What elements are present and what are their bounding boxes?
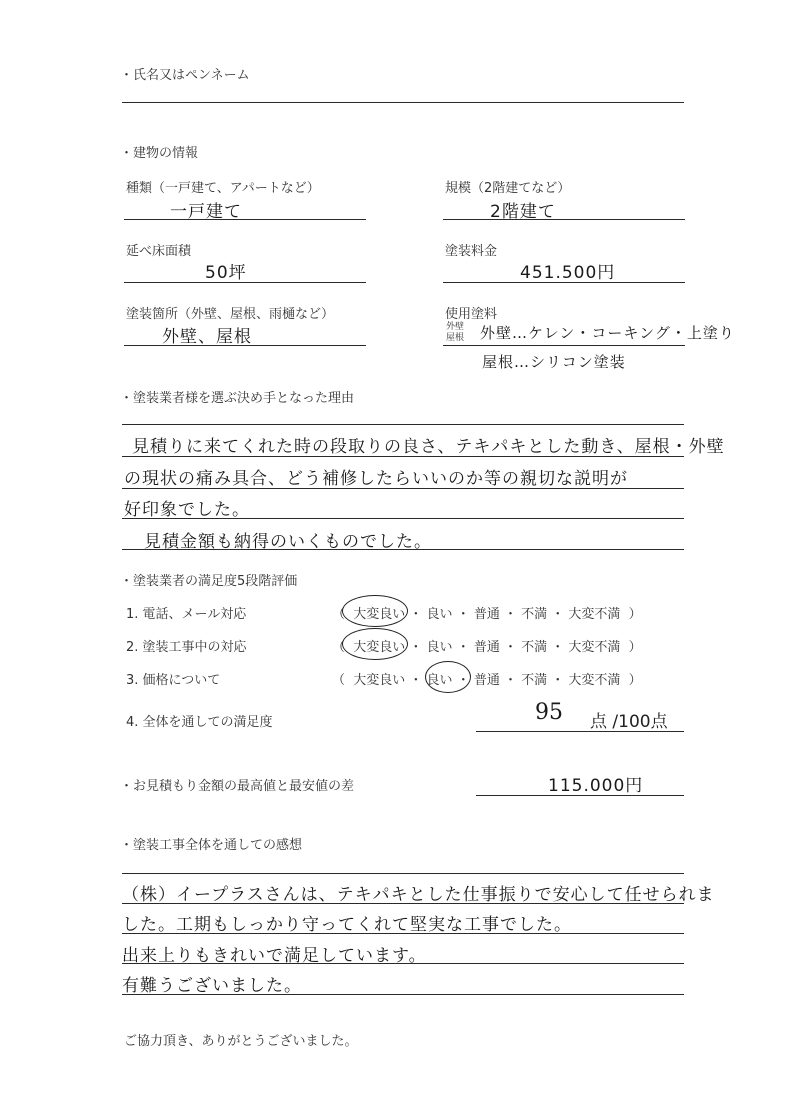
impressions-text-2: した。工期もしっかり守ってくれて堅実な工事でした。 (122, 915, 572, 935)
overall-suffix: 点 /100点 (590, 712, 668, 732)
building-section-label: ・建物の情報 (120, 146, 199, 161)
reason-text-1: 見積りに来てくれた時の段取りの良さ、テキパキとした動き、屋根・外壁 (132, 437, 725, 457)
rating-2-selected-circle (342, 628, 408, 660)
impressions-text-3: 出来上りもきれいで満足しています。 (122, 946, 427, 966)
impressions-line-3 (122, 963, 684, 964)
type-value: 一戸建て (170, 202, 242, 222)
rating-3-opt-1[interactable]: 大変良い (353, 673, 406, 688)
rating-1-scale: （ 大変良い ・ 良い ・ 普通 ・ 不満 ・ 大変不満 ） (332, 607, 642, 622)
paint-small-labels (446, 322, 464, 344)
impressions-text-4: 有難うございました。 (122, 976, 302, 996)
rating-2-opt-3[interactable]: 普通 (473, 640, 500, 655)
rating-1-selected-circle (342, 595, 408, 627)
type-label: 種類（一戸建て、アパートなど） (126, 181, 320, 196)
parts-label: 塗装箇所（外壁、屋根、雨樋など） (126, 307, 335, 322)
reason-line-4 (122, 549, 684, 550)
impressions-section-label: ・塗装工事全体を通しての感想 (120, 838, 303, 853)
rating-2-scale: （ 大変良い ・ 良い ・ 普通 ・ 不満 ・ 大変不満 ） (332, 640, 642, 655)
reason-text-3: 好印象でした。 (124, 500, 250, 520)
rating-3-label: 3. 価格について (126, 673, 221, 688)
rating-2-opt-1[interactable]: 大変良い (353, 640, 406, 655)
rating-2-label: 2. 塗装工事中の対応 (126, 640, 247, 655)
reason-text-2: の現状の痛み具合、どう補修したらいいのか等の親切な説明が (124, 469, 628, 489)
rating-3-opt-5[interactable]: 大変不満 (568, 673, 621, 688)
rating-1-label: 1. 電話、メール対応 (126, 607, 247, 622)
fee-value: 451.500円 (520, 263, 616, 283)
rating-1-opt-2[interactable]: 良い (426, 607, 453, 622)
overall-label: 4. 全体を通しての満足度 (126, 715, 273, 730)
rating-3-opt-4[interactable]: 不満 (521, 673, 548, 688)
estimate-diff-line (476, 795, 684, 796)
rating-3-scale: （ 大変良い ・ 良い ・ 普通 ・ 不満 ・ 大変不満 ） (332, 673, 642, 688)
reason-line-1 (122, 456, 684, 457)
impressions-line-1 (122, 903, 684, 904)
estimate-diff-value: 115.000円 (548, 776, 644, 796)
overall-line (476, 731, 684, 732)
floor-area-label: 延べ床面積 (126, 244, 192, 259)
estimate-diff-label: ・お見積もり金額の最高値と最安値の差 (120, 779, 355, 794)
reason-line-2 (122, 488, 684, 489)
rating-1-opt-1[interactable]: 大変良い (353, 607, 406, 622)
type-line (124, 219, 366, 220)
fee-label: 塗装料金 (445, 244, 498, 259)
rating-1-opt-4[interactable]: 不満 (521, 607, 548, 622)
parts-value: 外壁、屋根 (162, 327, 252, 347)
paint-line (443, 345, 685, 346)
rating-1-opt-3[interactable]: 普通 (473, 607, 500, 622)
rating-3-selected-circle (425, 661, 471, 693)
satisfaction-section-label: ・塗装業者の満足度5段階評価 (120, 574, 298, 589)
rating-2-opt-2[interactable]: 良い (426, 640, 453, 655)
name-section-label: ・氏名又はペンネーム (120, 68, 250, 83)
parts-line (124, 345, 366, 346)
rating-3-opt-2[interactable]: 良い (426, 673, 453, 688)
impressions-line-0 (122, 873, 684, 874)
reason-section-label: ・塗装業者様を選ぶ決め手となった理由 (120, 391, 355, 406)
rating-1-opt-5[interactable]: 大変不満 (568, 607, 621, 622)
floor-area-line (124, 282, 366, 283)
overall-score: 95 (535, 700, 563, 725)
name-line (122, 102, 684, 103)
footer-thanks: ご協力頂き、ありがとうございました。 (124, 1034, 358, 1049)
reason-line-3 (122, 518, 684, 519)
scale-line (443, 219, 685, 220)
paint-small-label-wall: 外壁 (446, 322, 465, 332)
impressions-text-1: （株）イープラスさんは、テキパキとした仕事振りで安心して任せられま (122, 885, 715, 905)
paint-small-label-roof: 屋根 (446, 333, 465, 343)
scale-value: 2階建て (490, 202, 556, 222)
impressions-line-2 (122, 933, 684, 934)
paint-label: 使用塗料 (445, 307, 498, 322)
rating-3-opt-3[interactable]: 普通 (473, 673, 500, 688)
paint-value-line2: 屋根…シリコン塗装 (482, 353, 626, 371)
impressions-line-4 (122, 994, 684, 995)
scale-label: 規模（2階建てなど） (445, 181, 571, 196)
reason-text-4: 見積金額も納得のいくものでした。 (144, 532, 432, 552)
rating-2-opt-4[interactable]: 不満 (521, 640, 548, 655)
reason-line-0 (122, 424, 684, 425)
floor-area-value: 50坪 (205, 263, 247, 283)
paint-value-line1: 外壁…ケレン・コーキング・上塗り (480, 324, 735, 342)
fee-line (443, 282, 685, 283)
rating-2-opt-5[interactable]: 大変不満 (568, 640, 621, 655)
